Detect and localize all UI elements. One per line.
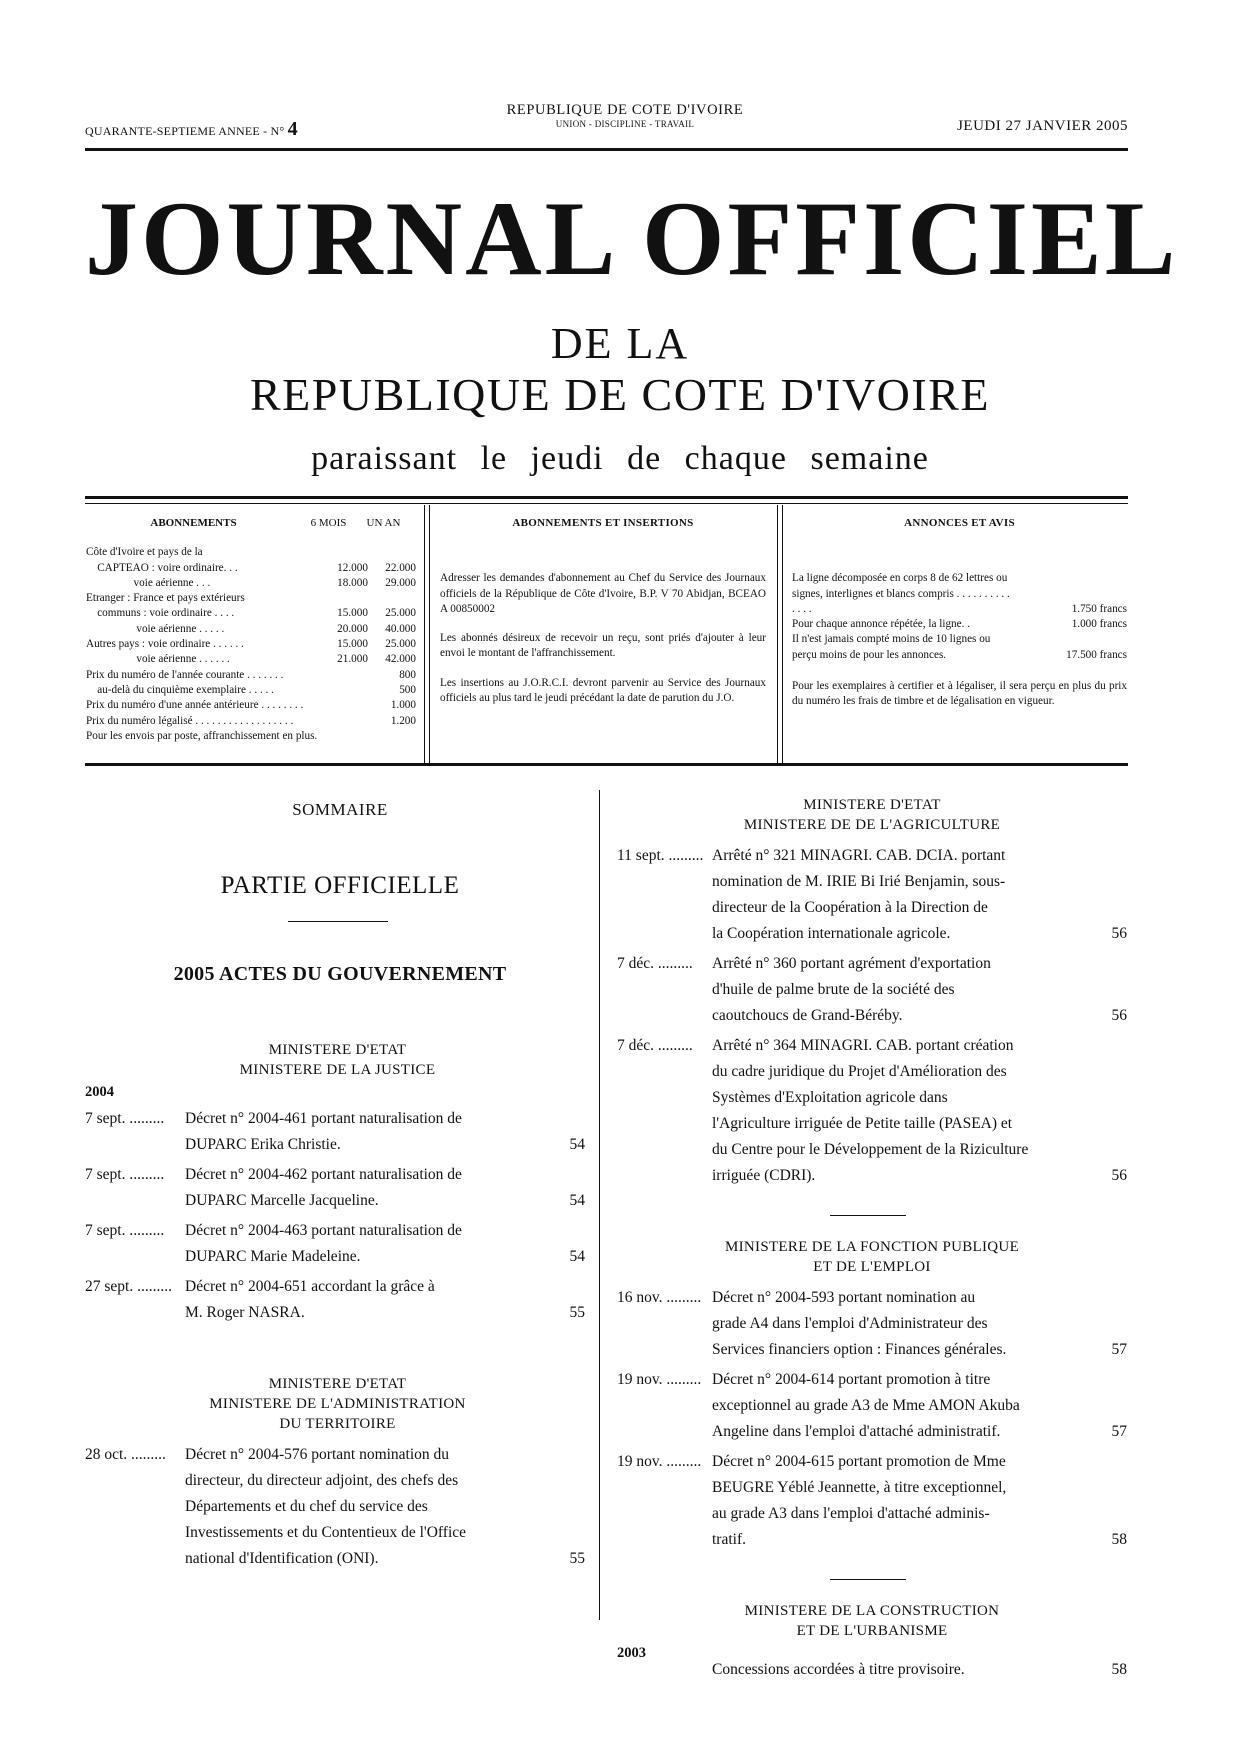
subscription-heading: ABONNEMENTS (150, 517, 237, 529)
infobox-top-rule (85, 496, 1128, 499)
price-row (86, 714, 416, 729)
year-label: 2004 (85, 1084, 114, 1100)
annonces-heading: ANNONCES ET AVIS (904, 517, 1015, 529)
entry-line: M. Roger NASRA. (185, 1304, 305, 1321)
edition-text: QUARANTE-SEPTIEME ANNEE - N° (85, 124, 285, 138)
price-label: Côte d'Ivoire et pays de la (86, 546, 203, 559)
entry-date: 7 déc. ......... (617, 955, 693, 972)
price-6mois: 15.000 (337, 638, 368, 651)
annonce-price: 1.000 francs (1071, 618, 1127, 631)
price-row (86, 729, 416, 744)
price-1an: 1.200 (390, 714, 416, 727)
header-bar (85, 96, 1128, 142)
price-6mois (331, 545, 368, 560)
ministry-title-line: MINISTERE DE LA CONSTRUCTION (744, 1603, 1000, 1619)
price-1an: 42.000 (385, 653, 416, 666)
price-1an: 29.000 (385, 576, 416, 589)
price-label: Prix du numéro de l'année courante . . . . . . . (86, 668, 284, 681)
entry-line: Arrêté n° 364 MINAGRI. CAB. portant création (712, 1037, 1014, 1054)
republic-name: REPUBLIQUE DE COTE D'IVOIRE (506, 102, 744, 118)
price-row (86, 683, 416, 698)
price-list (86, 545, 416, 744)
price-row (86, 561, 416, 576)
annonce-label: Pour chaque annonce répétée, la ligne. . (792, 618, 970, 631)
ministry-title (617, 1601, 1127, 1641)
entry-line: Décret n° 2004-463 portant naturalisation de (185, 1222, 462, 1239)
entry-line: Décret n° 2004-462 portant naturalisation de (185, 1166, 462, 1183)
entry-date: 7 déc. ......... (617, 1037, 693, 1054)
price-1an (368, 545, 416, 560)
ministry-title (85, 1040, 590, 1080)
price-6mois: 18.000 (337, 576, 368, 589)
entry-line: Décret n° 2004-593 portant nomination au (712, 1289, 976, 1306)
issue-number: 4 (287, 118, 298, 140)
entry-line: du cadre juridique du Projet d'Amélioration des (712, 1063, 1007, 1080)
entry-line: grade A4 dans l'emploi d'Administrateur des (712, 1315, 988, 1332)
infobox-divider (429, 505, 430, 763)
price-label: communs : voie ordinaire . . . . (86, 607, 235, 620)
price-row (86, 698, 416, 713)
entry-text (712, 1449, 1087, 1553)
entry-date: 19 nov. ......... (617, 1453, 702, 1470)
entry-page: 54 (569, 1136, 585, 1153)
entry-line: national d'Identification (ONI). (185, 1550, 379, 1567)
entry-line: Investissements et du Contentieux de l'Office (185, 1524, 467, 1541)
entry-line: d'huile de palme brute de la société des (712, 981, 955, 998)
price-6mois: 21.000 (337, 653, 368, 666)
ministry-title (85, 1374, 590, 1434)
actes-heading: 2005 ACTES DU GOUVERNEMENT (173, 963, 507, 985)
abonnements-heading: ABONNEMENTS ET INSERTIONS (512, 517, 694, 529)
divider-rule (288, 921, 388, 922)
infobox-bottom-rule (85, 763, 1128, 766)
entry-line: Services financiers option : Finances générales. (712, 1341, 1007, 1358)
entry-text (185, 1218, 545, 1270)
entry-line: du Centre pour le Développement de la Riziculture (712, 1141, 1029, 1158)
section-rule (830, 1215, 906, 1216)
abonnements-para: Les insertions au J.O.R.C.I. devront parvenir au Service des Journaux officiels au plus tard le jeudi précédant la date de parution du J.O. (440, 676, 766, 705)
entry-line: Décret n° 2004-651 accordant la grâce à (185, 1278, 435, 1295)
header-rule (85, 148, 1128, 151)
partie-officielle: PARTIE OFFICIELLE (220, 872, 460, 899)
infobox-top-rule-thin (85, 503, 1128, 504)
price-6mois (331, 591, 368, 606)
issue-date: JEUDI 27 JANVIER 2005 (957, 118, 1128, 134)
infobox-divider (782, 505, 783, 763)
abonnements-para: Les abonnés désireux de recevoir un reçu, sont priés d'ajouter à leur envoi le montant de l'affranchissement. (440, 632, 766, 660)
entry-date: 19 nov. ......... (617, 1371, 702, 1388)
annonce-row (792, 632, 1127, 663)
entry-line: nomination de M. IRIE Bi Irié Benjamin, sous- (712, 873, 1006, 890)
price-label: Etranger : France et pays extérieurs (86, 592, 245, 605)
price-1an: 40.000 (385, 622, 416, 635)
ministry-title-line: MINISTERE D'ETAT (268, 1376, 407, 1392)
price-label: Autres pays : voie ordinaire . . . . . . (86, 638, 244, 651)
price-label: Pour les envois par poste, affranchissement en plus. (86, 729, 318, 742)
price-1an (368, 729, 416, 744)
price-6mois (331, 698, 368, 713)
infobox-divider (777, 505, 778, 763)
entry-line: irriguée (CDRI). (712, 1167, 816, 1184)
col-6mois: 6 MOIS (310, 517, 347, 529)
price-6mois (331, 683, 368, 698)
edition-label (85, 118, 298, 141)
abonnements-insertions (440, 516, 766, 706)
entry-page: 56 (1111, 925, 1127, 942)
section-rule (830, 1579, 906, 1580)
infobox-divider (424, 505, 425, 763)
entry-text (185, 1442, 545, 1572)
entry-page: 57 (1111, 1423, 1127, 1440)
ministry-title-line: DU TERRITOIRE (279, 1416, 396, 1432)
price-label: Prix du numéro légalisé . . . . . . . . . . . . . . . . . . (86, 714, 294, 727)
entry-page: 56 (1111, 1167, 1127, 1184)
price-1an: 500 (399, 683, 416, 696)
entry-date: 16 nov. ......... (617, 1289, 702, 1306)
entry-page: 54 (569, 1192, 585, 1209)
entry-page: 54 (569, 1248, 585, 1265)
entry-line: Angeline dans l'emploi d'attaché administratif. (712, 1423, 1001, 1440)
entry-line: Décret n° 2004-614 portant promotion à titre (712, 1371, 991, 1388)
entry-line: DUPARC Marie Madeleine. (185, 1248, 361, 1265)
price-row (86, 668, 416, 683)
price-6mois (331, 714, 368, 729)
price-1an: 25.000 (385, 638, 416, 651)
annonce-label: Il n'est jamais compté moins de 10 lignes ou perçu moins de pour les annonces. (792, 633, 991, 661)
entry-date: 7 sept. ......... (85, 1166, 165, 1183)
entry-date: 11 sept. ......... (617, 847, 704, 864)
ministry-title-line: MINISTERE D'ETAT (268, 1042, 407, 1058)
entry-line: directeur de la Coopération à la Direction de (712, 899, 988, 916)
entry-line: Systèmes d'Exploitation agricole dans (712, 1089, 948, 1106)
entry-text (712, 1285, 1087, 1363)
entry-page: 55 (569, 1550, 585, 1567)
entry-line: tratif. (712, 1531, 746, 1548)
price-6mois: 20.000 (337, 622, 368, 635)
price-label: voie aérienne . . . . . . (86, 653, 230, 666)
ministry-title (617, 795, 1127, 835)
entry-page: 58 (1111, 1661, 1127, 1678)
price-1an: 22.000 (385, 561, 416, 574)
annonce-price: 17.500 francs (1066, 648, 1127, 661)
abonnements-para: Adresser les demandes d'abonnement au Chef du Service des Journaux officiels de la République de Côte d'Ivoire, B.P. V 70 Abidjan, BCEAO A 00850002 (440, 572, 766, 615)
entry-line: l'Agriculture irriguée de Petite taille (PASEA) et (712, 1115, 1013, 1132)
price-row (86, 591, 416, 606)
annonce-price: 1.750 francs (1071, 602, 1127, 615)
price-1an (368, 591, 416, 606)
year-label: 2003 (617, 1645, 646, 1661)
entry-date: 7 sept. ......... (85, 1222, 165, 1239)
ministry-title-line: ET DE L'EMPLOI (813, 1259, 931, 1275)
entry-page: 58 (1111, 1531, 1127, 1548)
entry-line: exceptionnel au grade A3 de Mme AMON Akuba (712, 1397, 1020, 1414)
price-label: voie aérienne . . . (86, 576, 211, 589)
entry-line: au grade A3 dans l'emploi d'attaché adminis- (712, 1505, 990, 1522)
price-1an: 1.000 (390, 699, 416, 712)
price-1an: 800 (399, 668, 416, 681)
entry-line: Décret n° 2004-576 portant nomination du (185, 1446, 450, 1463)
annonces-list (792, 571, 1127, 663)
price-label: au-delà du cinquième exemplaire . . . . . (86, 683, 274, 696)
entry-line: BEUGRE Yéblé Jeannette, à titre exceptionnel, (712, 1479, 1007, 1496)
entry-line: Arrêté n° 321 MINAGRI. CAB. DCIA. portant (712, 847, 1006, 864)
subscription-header (86, 516, 416, 531)
ministry-title-line: ET DE L'URBANISME (796, 1623, 948, 1639)
ministry-title-line: MINISTERE D'ETAT (803, 797, 941, 813)
entry-line: Arrêté n° 360 portant agrément d'exportation (712, 955, 991, 972)
ministry-title-line: MINISTERE DE L'ADMINISTRATION (209, 1396, 466, 1412)
entry-line: Décret n° 2004-615 portant promotion de Mme (712, 1453, 1006, 1470)
entry-line: directeur, du directeur adjoint, des chefs des (185, 1472, 459, 1489)
entry-text (185, 1162, 545, 1214)
entry-line: Concessions accordées à titre provisoire. (712, 1661, 965, 1678)
entry-page: 57 (1111, 1341, 1127, 1358)
republic-motto: UNION - DISCIPLINE - TRAVAIL (555, 119, 695, 129)
sommaire-title: SOMMAIRE (292, 800, 388, 819)
annonce-row (792, 571, 1127, 617)
entry-line: DUPARC Marcelle Jacqueline. (185, 1192, 379, 1209)
annonces-note: Pour les exemplaires à certifier et à légaliser, il sera perçu en plus du prix du numéro les frais de timbre et de légalisation en vigueur. (792, 680, 1127, 708)
entry-date: 7 sept. ......... (85, 1110, 165, 1127)
annonces-avis (792, 516, 1127, 710)
masthead-tagline: paraissant le jeudi de chaque semaine (311, 440, 929, 477)
column-divider (599, 790, 600, 1620)
price-1an: 25.000 (385, 607, 416, 620)
entry-line: Départements et du chef du service des (185, 1498, 428, 1515)
masthead-line1: DE LA (550, 319, 690, 368)
price-row (86, 652, 416, 667)
price-6mois: 15.000 (337, 607, 368, 620)
entry-text (185, 1106, 545, 1158)
price-6mois (331, 729, 368, 744)
price-label: voie aérienne . . . . . (86, 622, 225, 635)
entry-text (185, 1274, 545, 1326)
ministry-title-line: MINISTERE DE DE L'AGRICULTURE (743, 817, 1001, 833)
entry-date: 28 oct. ......... (85, 1446, 166, 1463)
entry-line: DUPARC Erika Christie. (185, 1136, 341, 1153)
entry-text (712, 1367, 1087, 1445)
entry-text (712, 951, 1087, 1029)
ministry-title-line: MINISTERE DE LA FONCTION PUBLIQUE (724, 1239, 1020, 1255)
entry-text (712, 843, 1087, 947)
journal-title: JOURNAL OFFICIEL (85, 180, 1179, 297)
price-row (86, 576, 416, 591)
col-1an: UN AN (366, 517, 401, 529)
ministry-title-line: MINISTERE DE LA JUSTICE (239, 1062, 436, 1078)
price-label: Prix du numéro d'une année antérieure . . . . . . . . (86, 699, 304, 712)
entry-text (712, 1657, 1087, 1683)
price-row (86, 622, 416, 637)
entry-page: 55 (569, 1304, 585, 1321)
price-row (86, 637, 416, 652)
entry-text (712, 1033, 1087, 1189)
entry-date: 27 sept. ......... (85, 1278, 172, 1295)
price-row (86, 606, 416, 621)
price-6mois (331, 668, 368, 683)
entry-line: caoutchoucs de Grand-Béréby. (712, 1007, 903, 1024)
annonce-row (792, 617, 1127, 632)
subscription-prices (86, 516, 416, 744)
entry-line: la Coopération internationale agricole. (712, 925, 951, 942)
price-6mois: 12.000 (337, 561, 368, 574)
entry-line: Décret n° 2004-461 portant naturalisation de (185, 1110, 462, 1127)
entry-page: 56 (1111, 1007, 1127, 1024)
republic-heading (425, 102, 825, 129)
price-label: CAPTEAO : voire ordinaire. . . (86, 561, 238, 574)
price-row (86, 545, 416, 560)
annonce-label: La ligne décomposée en corps 8 de 62 lettres ou signes, interlignes et blancs compris . . . . . . . . . . . . . . (792, 572, 1010, 615)
ministry-title (617, 1237, 1127, 1277)
masthead-line2: REPUBLIQUE DE COTE D'IVOIRE (249, 369, 990, 420)
